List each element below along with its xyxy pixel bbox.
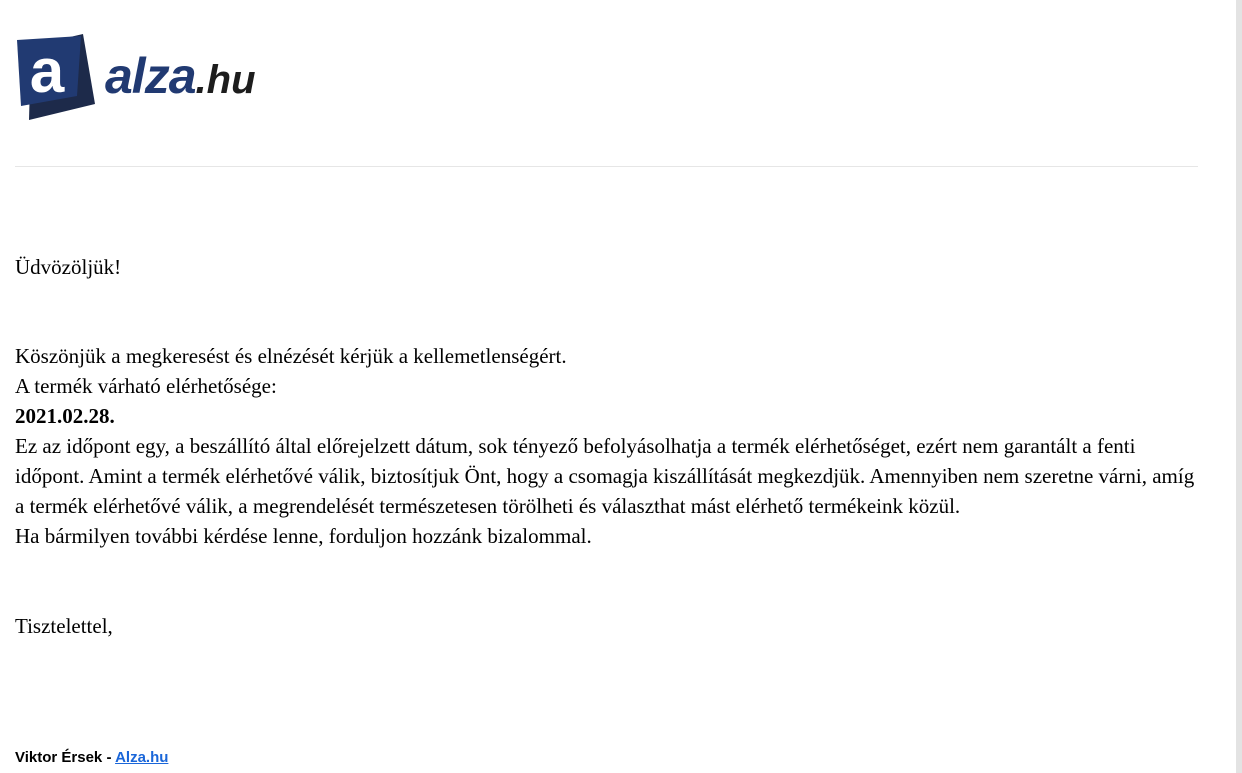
header-divider bbox=[15, 166, 1198, 167]
closing: Tisztelettel, bbox=[15, 614, 113, 638]
alza-link[interactable]: Alza.hu bbox=[115, 749, 169, 766]
logo-tld: .hu bbox=[195, 58, 256, 102]
signature bbox=[15, 748, 168, 768]
alza-a-logo-icon bbox=[17, 34, 95, 120]
scrollbar-track[interactable] bbox=[1236, 0, 1242, 773]
message-line: Köszönjük a megkeresést és elnézését kérjük a kellemetlenségért. bbox=[15, 344, 567, 368]
message-line: A termék várható elérhetősége: bbox=[15, 374, 277, 398]
alza-logo bbox=[17, 34, 297, 124]
email-body bbox=[15, 252, 1205, 641]
availability-date: 2021.02.28. bbox=[15, 404, 115, 428]
logo-brand: alza bbox=[105, 48, 196, 104]
logo-wordmark bbox=[105, 48, 256, 108]
message-paragraph: Ez az időpont egy, a beszállító által előrejelzett dátum, sok tényező befolyásolhatja a termék elérhetőséget, ezért nem garantált a fenti időpont. Amint a termék elérhetővé válik, biztosítjuk Önt, hogy a csomagja kiszállítását megkezdjük. Amennyiben nem szeretne várni, amíg a termék elérhetővé válik, a megrendelését természetesen törölheti és választhat mást elérhető termékeink közül. bbox=[15, 434, 1195, 518]
message-question: Ha bármilyen további kérdése lenne, forduljon hozzánk bizalommal. bbox=[15, 524, 592, 548]
signature-name: Viktor Érsek bbox=[15, 749, 103, 766]
svg-text:a: a bbox=[29, 37, 65, 106]
message-block bbox=[15, 341, 1205, 551]
greeting: Üdvözöljük! bbox=[15, 255, 122, 279]
signature-separator: - bbox=[102, 749, 116, 766]
